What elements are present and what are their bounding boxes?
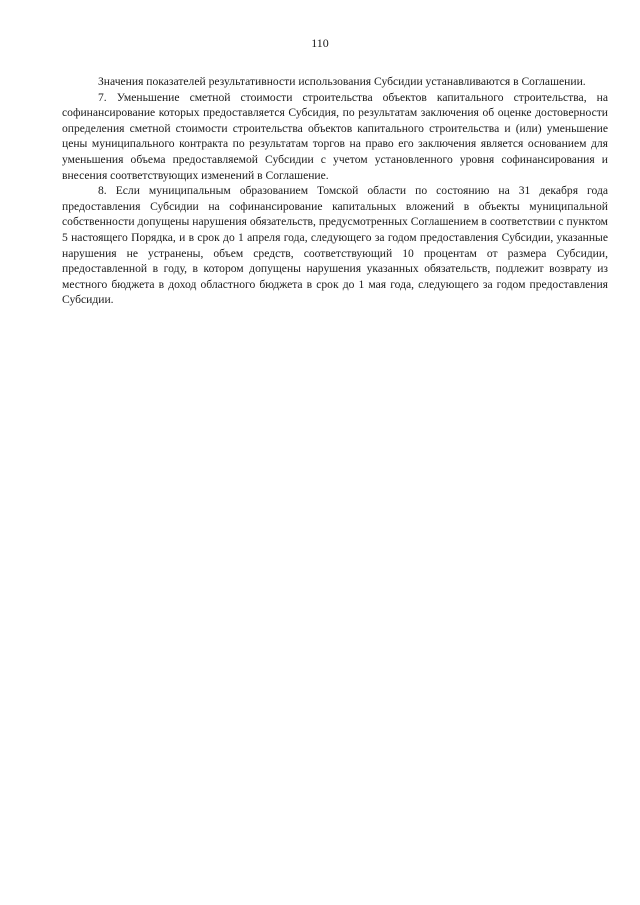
paragraph-item-8: 8. Если муниципальным образованием Томской области по состоянию на 31 декабря года предоставления Субсидии на софинансирование капитальных вложений в объекты муниципальной собственности допущены нарушения обязательств, предусмотренных Соглашением в соответствии с пунктом 5 настоящего Порядка, и в срок до 1 апреля года, следующего за годом предоставления Субсидии, указанные нарушения не устранены, объем средств, соответствующий 10 процентам от размера Субсидии, предоставленной в году, в котором допущены нарушения указанных обязательств, подлежит возврату из местного бюджета в доход областного бюджета в срок до 1 мая года, следующего за годом предоставления Субсидии. bbox=[62, 184, 608, 307]
document-body bbox=[62, 74, 608, 308]
paragraph-results-indicators: Значения показателей результативности использования Субсидии устанавливаются в Соглашении. bbox=[98, 75, 586, 88]
paragraph-item-7: 7. Уменьшение сметной стоимости строительства объектов капитального строительства, на софинансирование которых предоставляется Субсидия, по результатам заключения об оценке достоверности определения сметной стоимости строительства объектов капитального строительства и (или) уменьшение цены муниципального контракта по результатам торгов на право его заключения является основанием для уменьшения объема предоставляемой Субсидии с учетом установленного уровня софинансирования и внесения соответствующих изменений в Соглашение. bbox=[62, 90, 608, 182]
page-number: 110 bbox=[311, 36, 329, 50]
